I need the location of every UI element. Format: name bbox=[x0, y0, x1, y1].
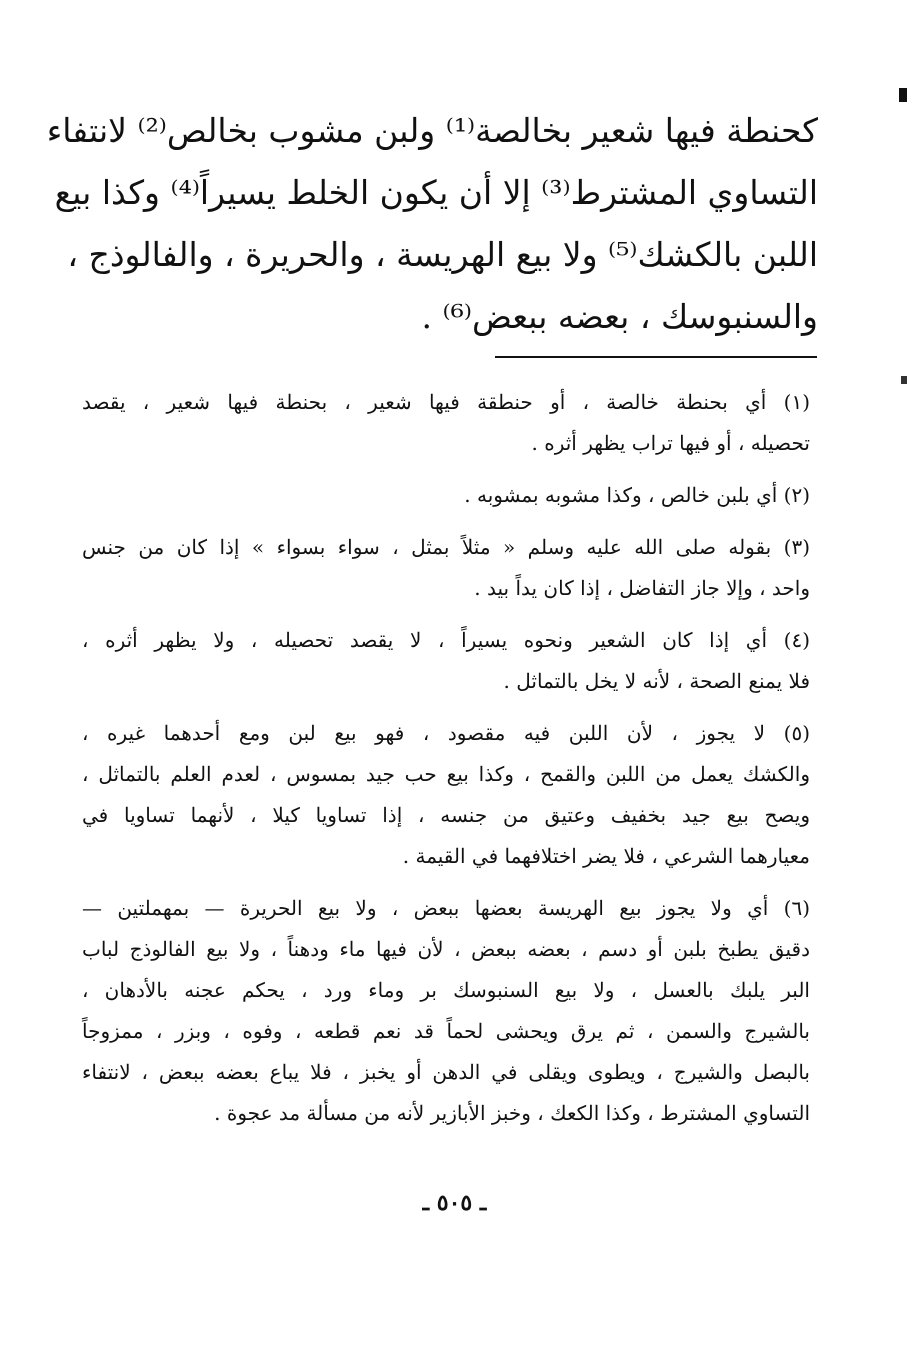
main-text-block bbox=[46, 100, 818, 348]
footnote-line: التساوي المشترط ، وكذا الكعك ، وخبز الأبازير لأنه من مسألة مد عجوة . bbox=[214, 1101, 810, 1125]
footnote-2 bbox=[82, 475, 810, 516]
footnote-5 bbox=[82, 713, 810, 877]
footnote-line: دقيق يطبخ بلبن أو دسم ، بعضه ببعض ، لأن فيها ماء ودهناً ، ولا بيع الفالوذج لباب bbox=[82, 937, 810, 961]
footnote-line: (٥) لا يجوز ، لأن اللبن فيه مقصود ، فهو بيع لبن ومع أحدهما غيره ، bbox=[82, 721, 810, 745]
main-text-line: كحنطة فيها شعير بخالصة⁽¹⁾ ولبن مشوب بخالص⁽²⁾ لانتفاء bbox=[46, 111, 818, 150]
footnote-line: (١) أي بحنطة خالصة ، أو حنطقة فيها شعير ، بحنطة فيها شعير ، يقصد bbox=[82, 390, 810, 414]
footnote-line: فلا يمنع الصحة ، لأنه لا يخل بالتماثل . bbox=[503, 669, 810, 693]
main-text-line: التساوي المشترط⁽³⁾ إلا أن يكون الخلط يسيراً⁽⁴⁾ وكذا بيع bbox=[54, 173, 818, 212]
footnote-separator bbox=[495, 356, 817, 358]
footnote-line: (٣) بقوله صلى الله عليه وسلم « مثلاً بمثل ، سواء بسواء » إذا كان من جنس bbox=[82, 535, 810, 559]
footnote-line: (٢) أي بلبن خالص ، وكذا مشوبه بمشوبه . bbox=[464, 483, 810, 507]
scan-edge-mark bbox=[899, 88, 907, 102]
footnote-line: البر يلبك بالعسل ، ولا بيع السنبوسك بر وماء ورد ، يحكم عجنه بالأدهان ، bbox=[82, 978, 810, 1002]
footnote-6 bbox=[82, 888, 810, 1134]
footnote-line: واحد ، وإلا جاز التفاضل ، إذا كان يداً بيد . bbox=[474, 576, 810, 600]
footnote-line: بالشيرج والسمن ، ثم يرق ويحشى لحماً قد نعم قطعه ، وفوه ، وبزر ، ممزوجاً bbox=[82, 1019, 810, 1043]
footnote-line: (٦) أي ولا يجوز بيع الهريسة بعضها ببعض ، ولا بيع الحريرة — بمهملتين — bbox=[82, 896, 810, 920]
scan-edge-mark bbox=[901, 376, 907, 384]
footnote-line: معيارهما الشرعي ، فلا يضر اختلافهما في القيمة . bbox=[402, 844, 810, 868]
main-text-line: اللبن بالكشك⁽⁵⁾ ولا بيع الهريسة ، والحريرة ، والفالوذج ، bbox=[67, 235, 818, 274]
footnote-line: ويصح بيع جيد بخفيف وعتيق من جنسه ، إذا تساويا كيلا ، لأنهما تساويا في bbox=[82, 803, 810, 827]
main-text-line: والسنبوسك ، بعضه ببعض⁽⁶⁾ . bbox=[421, 297, 818, 336]
footnote-3 bbox=[82, 527, 810, 609]
footnote-4 bbox=[82, 620, 810, 702]
footnotes-section bbox=[82, 382, 810, 1145]
footnote-line: (٤) أي إذا كان الشعير ونحوه يسيراً ، لا يقصد تحصيله ، ولا يظهر أثره ، bbox=[82, 628, 811, 652]
footnote-line: تحصيله ، أو فيها تراب يظهر أثره . bbox=[531, 431, 810, 455]
footnote-line: والكشك يعمل من اللبن والقمح ، وكذا بيع حب جيد بمسوس ، لعدم العلم بالتماثل ، bbox=[82, 762, 810, 786]
footnote-line: بالبصل والشيرج ، ويطوى ويقلى في الدهن أو يخبز ، فلا يباع بعضه ببعض ، لانتفاء bbox=[82, 1060, 811, 1084]
footnote-1 bbox=[82, 382, 810, 464]
page-number: ـ ٥٠٥ ـ bbox=[422, 1190, 487, 1216]
